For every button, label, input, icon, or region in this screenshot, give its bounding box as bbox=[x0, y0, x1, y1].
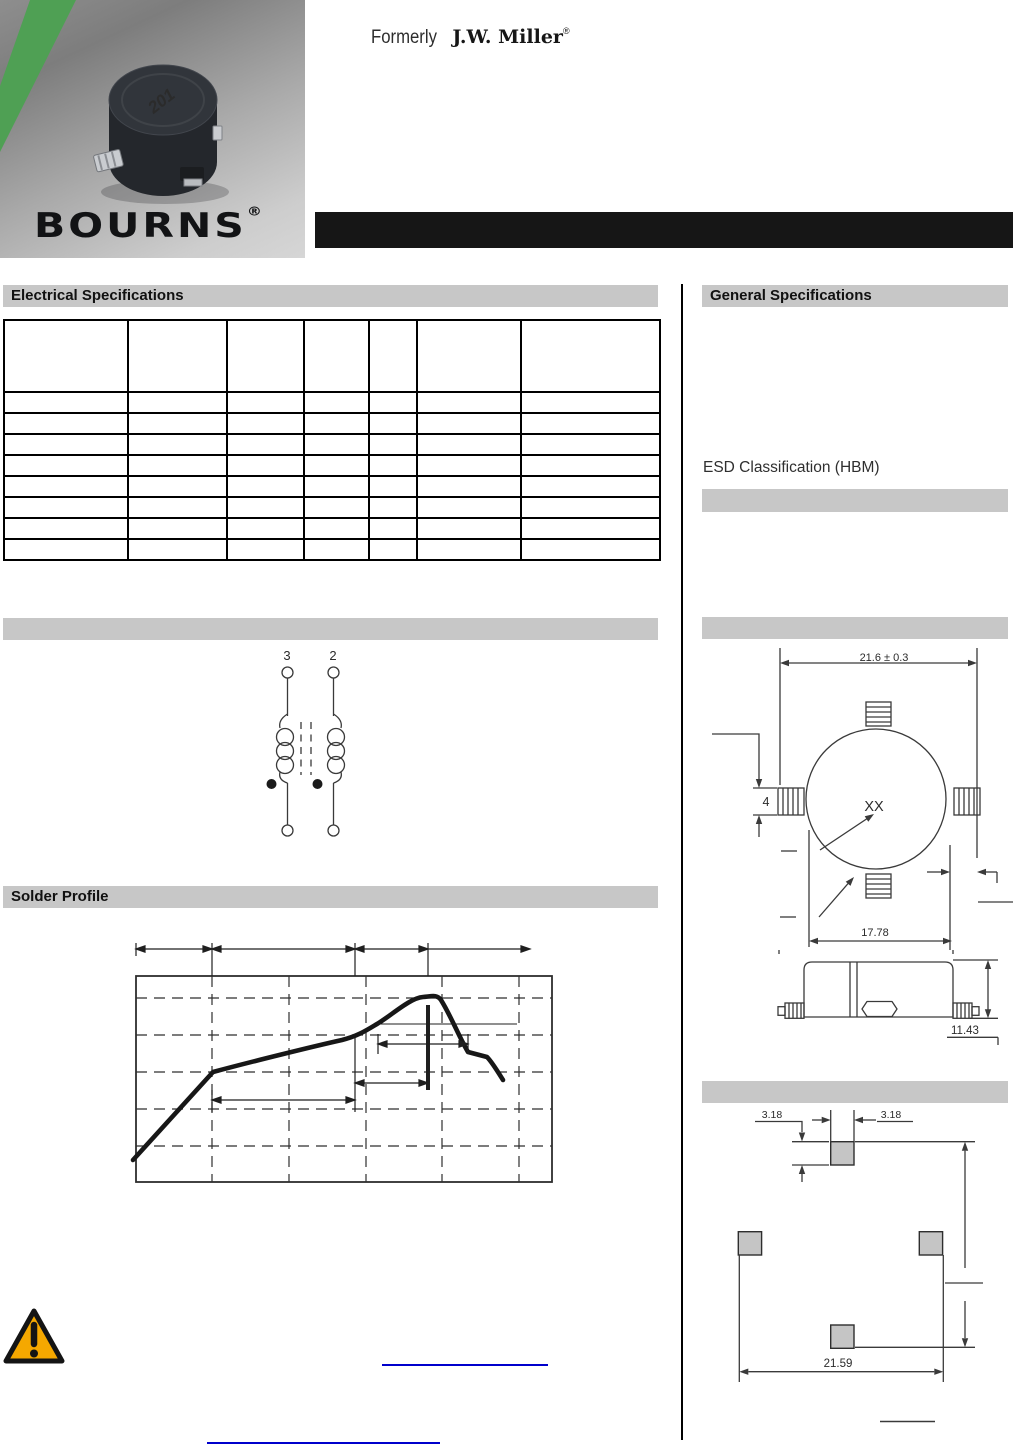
pin-3-label: 3 bbox=[283, 648, 291, 663]
electrical-specifications-header bbox=[3, 285, 658, 307]
spec-table bbox=[3, 319, 661, 561]
spec-cell bbox=[304, 497, 369, 518]
spec-cell bbox=[227, 476, 304, 497]
spec-table-head bbox=[4, 320, 660, 392]
hyperlink-underline-2[interactable] bbox=[207, 1442, 440, 1444]
table-row bbox=[4, 392, 660, 413]
pin-terminal-bottom-right bbox=[328, 825, 339, 836]
spec-cell bbox=[417, 518, 521, 539]
formerly-label: Formerly bbox=[371, 27, 437, 48]
pin-3-terminal bbox=[282, 667, 293, 678]
spec-cell bbox=[128, 413, 227, 434]
pin-2-terminal bbox=[328, 667, 339, 678]
table-row bbox=[4, 476, 660, 497]
spec-cell bbox=[369, 518, 417, 539]
dim-body-width: 17.78 bbox=[861, 927, 889, 939]
spec-cell bbox=[369, 455, 417, 476]
chart-grid bbox=[136, 976, 552, 1182]
spec-cell bbox=[417, 476, 521, 497]
spec-cell bbox=[4, 455, 128, 476]
solder-profile-chart bbox=[120, 935, 570, 1195]
marking-placeholder: XX bbox=[864, 799, 884, 815]
polarity-dot-left bbox=[267, 779, 277, 789]
title-banner bbox=[315, 212, 1013, 248]
jw-miller-brand: J.W. Miller bbox=[452, 26, 563, 48]
zone-dimension-arrows bbox=[136, 943, 530, 976]
electrical-specifications-title: Electrical Specifications bbox=[11, 287, 184, 304]
spec-cell bbox=[227, 413, 304, 434]
spec-cell bbox=[304, 413, 369, 434]
spec-cell bbox=[4, 392, 128, 413]
product-photo-block bbox=[0, 0, 305, 258]
spec-cell bbox=[521, 476, 660, 497]
dim-pad-size-left: 3.18 bbox=[761, 1109, 783, 1121]
dim-pin-width: 4 bbox=[762, 795, 770, 809]
schematic-graphics bbox=[277, 667, 345, 836]
land-pattern-drawing bbox=[690, 1105, 1013, 1425]
spec-cell bbox=[417, 434, 521, 455]
green-stripe bbox=[0, 0, 76, 152]
lug-left bbox=[778, 788, 804, 815]
spec-cell bbox=[304, 539, 369, 560]
hyperlink-underline-1[interactable] bbox=[382, 1364, 548, 1366]
spec-cell bbox=[521, 434, 660, 455]
spec-cell bbox=[521, 413, 660, 434]
dim-pad-span: 21.59 bbox=[823, 1358, 853, 1370]
spec-cell bbox=[227, 392, 304, 413]
spec-cell bbox=[521, 497, 660, 518]
spec-cell bbox=[369, 497, 417, 518]
spec-cell bbox=[521, 455, 660, 476]
dim-height: 11.43 bbox=[951, 1025, 979, 1037]
side-view-drawing bbox=[770, 948, 1013, 1046]
jw-miller-registered-mark: ® bbox=[562, 26, 570, 36]
formerly-brand-line bbox=[371, 26, 570, 49]
spec-cell bbox=[369, 539, 417, 560]
spec-cell bbox=[4, 476, 128, 497]
column-divider bbox=[681, 284, 683, 1440]
general-specifications-header bbox=[702, 285, 1008, 307]
spec-cell bbox=[4, 434, 128, 455]
spec-cell bbox=[417, 455, 521, 476]
spec-cell bbox=[128, 392, 227, 413]
spec-cell bbox=[128, 497, 227, 518]
esd-rating-bar bbox=[702, 489, 1008, 512]
spec-cell bbox=[227, 455, 304, 476]
spec-cell bbox=[304, 392, 369, 413]
pad-right bbox=[919, 1232, 942, 1255]
spec-cell bbox=[128, 539, 227, 560]
pin-terminal-bottom-left bbox=[282, 825, 293, 836]
spec-cell bbox=[369, 413, 417, 434]
solder-profile-title: Solder Profile bbox=[11, 888, 109, 905]
bourns-logo-registered-mark: ® bbox=[246, 204, 262, 219]
spec-cell bbox=[227, 539, 304, 560]
table-row bbox=[4, 413, 660, 434]
top-view-drawing bbox=[690, 645, 1013, 955]
spec-col-header bbox=[227, 320, 304, 392]
spec-cell bbox=[128, 434, 227, 455]
dim-pad-size-right: 3.18 bbox=[880, 1109, 902, 1121]
spec-col-header bbox=[4, 320, 128, 392]
photo-marking-201: 201 bbox=[144, 84, 179, 118]
table-row bbox=[4, 518, 660, 539]
spec-cell bbox=[417, 413, 521, 434]
solder-pads bbox=[738, 1142, 942, 1349]
spec-cell bbox=[521, 539, 660, 560]
spec-col-header bbox=[304, 320, 369, 392]
spec-col-header bbox=[128, 320, 227, 392]
spec-cell bbox=[4, 539, 128, 560]
pad-top bbox=[831, 1142, 854, 1165]
temperature-profile-curve bbox=[133, 996, 503, 1160]
spec-cell bbox=[227, 434, 304, 455]
pin-2-label: 2 bbox=[329, 648, 337, 663]
terminal-front-foot bbox=[184, 179, 202, 186]
spec-cell bbox=[128, 476, 227, 497]
top-view-graphics bbox=[712, 648, 1013, 950]
terminal-right-nub bbox=[213, 126, 222, 140]
bourns-logo-text: BOURNS bbox=[34, 205, 247, 245]
plot-border bbox=[136, 976, 552, 1182]
lug-right bbox=[954, 788, 980, 815]
spec-cell bbox=[4, 497, 128, 518]
spec-cell bbox=[417, 392, 521, 413]
land-pattern-dimension-lines bbox=[739, 1110, 983, 1422]
spec-cell bbox=[4, 518, 128, 539]
spec-cell bbox=[369, 392, 417, 413]
spec-col-header bbox=[521, 320, 660, 392]
spec-cell bbox=[369, 476, 417, 497]
spec-cell bbox=[304, 455, 369, 476]
spec-cell bbox=[304, 476, 369, 497]
spec-cell bbox=[521, 392, 660, 413]
spec-cell bbox=[128, 518, 227, 539]
esd-classification-heading: ESD Classification (HBM) bbox=[703, 459, 880, 476]
side-lug-right-stub bbox=[972, 1007, 979, 1016]
pad-bottom bbox=[831, 1325, 854, 1348]
spec-cell bbox=[227, 518, 304, 539]
spec-cell bbox=[304, 434, 369, 455]
table-row bbox=[4, 497, 660, 518]
spec-cell bbox=[128, 455, 227, 476]
spec-cell bbox=[521, 518, 660, 539]
side-lug-left-stub bbox=[778, 1007, 785, 1016]
solder-profile-header bbox=[3, 886, 658, 908]
dim-top-width: 21.6 ± 0.3 bbox=[859, 652, 909, 664]
bourns-logo bbox=[34, 204, 262, 245]
spec-cell bbox=[417, 497, 521, 518]
table-row bbox=[4, 539, 660, 560]
spec-cell bbox=[369, 434, 417, 455]
spec-cell bbox=[227, 497, 304, 518]
spec-cell bbox=[417, 539, 521, 560]
general-specifications-title: General Specifications bbox=[710, 287, 872, 304]
product-dimensions-bar bbox=[702, 617, 1008, 639]
table-row bbox=[4, 434, 660, 455]
spec-cell bbox=[4, 413, 128, 434]
spec-col-header bbox=[369, 320, 417, 392]
pad-left bbox=[738, 1232, 761, 1255]
spec-col-header bbox=[417, 320, 521, 392]
spec-cell bbox=[304, 518, 369, 539]
table-row bbox=[4, 455, 660, 476]
land-pattern-bar bbox=[702, 1081, 1008, 1103]
schematic-section-bar bbox=[3, 618, 658, 640]
spec-table-body bbox=[4, 392, 660, 560]
winding-schematic bbox=[230, 640, 350, 840]
polarity-dot-right bbox=[313, 779, 323, 789]
warning-icon bbox=[3, 1308, 65, 1365]
